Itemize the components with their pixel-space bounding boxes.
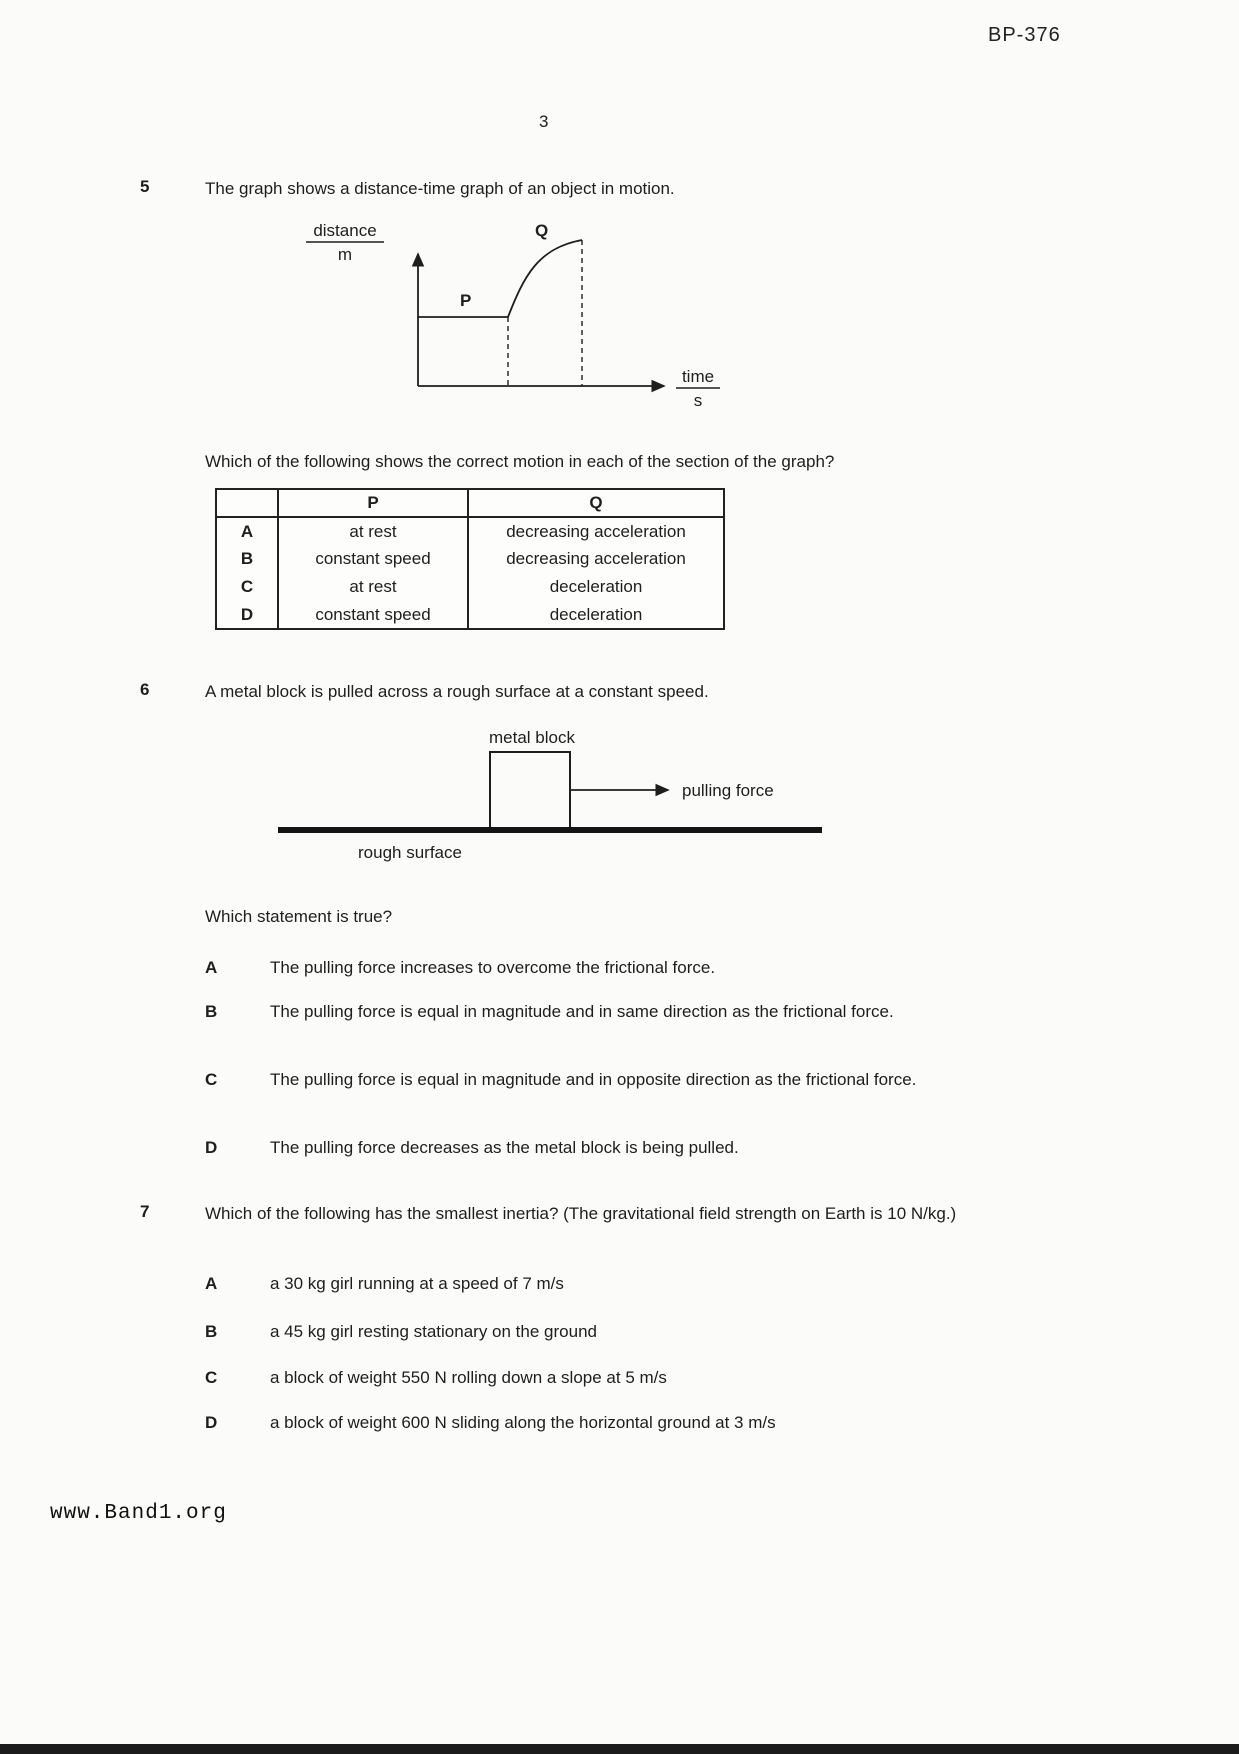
diagram-canvas: [270, 726, 840, 876]
row-letter: D: [216, 601, 278, 629]
row-q-value: decreasing acceleration: [506, 521, 686, 541]
option-text: The pulling force is equal in magnitude and in opposite direction as the frictional force.: [270, 1070, 917, 1089]
pulling-force-label: pulling force: [682, 781, 774, 800]
row-q-value: deceleration: [549, 604, 643, 624]
option-text: a block of weight 550 N rolling down a slope at 5 m/s: [270, 1368, 667, 1387]
metal-block-label: metal block: [489, 728, 575, 747]
table-row: [216, 517, 724, 545]
scan-bottom-edge: [0, 1744, 1239, 1754]
q5-intro: The graph shows a distance-time graph of an object in motion.: [205, 179, 675, 198]
x-axis-label-s: s: [693, 391, 703, 410]
q7-option-d: [205, 1411, 1005, 1435]
row-p-value: constant speed: [278, 545, 468, 573]
graph-segment-q: [508, 240, 582, 317]
distance-time-graph: [298, 214, 738, 427]
q5-answer-table-wrap: [215, 488, 725, 630]
q7-intro: Which of the following has the smallest inertia? (The gravitational field strength on Earth is 10 N/kg.): [205, 1204, 957, 1223]
option-letter: D: [205, 1413, 218, 1432]
q6-number: 6: [140, 680, 150, 699]
q7-option-a: [205, 1272, 1005, 1296]
page-number: 3: [539, 112, 549, 131]
option-text: a block of weight 600 N sliding along the horizontal ground at 3 m/s: [270, 1413, 776, 1432]
q5-answer-table: [215, 488, 725, 630]
option-text: a 30 kg girl running at a speed of 7 m/s: [270, 1274, 564, 1293]
q6-option-c: [205, 1068, 975, 1092]
option-letter: C: [205, 1070, 218, 1089]
table-row: [216, 601, 724, 629]
option-letter: C: [205, 1368, 218, 1387]
header-p: P: [278, 489, 468, 517]
y-axis-label-distance: distance: [313, 221, 377, 240]
rough-surface-label: rough surface: [358, 843, 462, 862]
q7-option-c: [205, 1366, 1005, 1390]
row-letter: C: [216, 573, 278, 601]
row-p-value: at rest: [278, 517, 468, 545]
option-letter: A: [205, 958, 218, 977]
row-letter: A: [216, 517, 278, 545]
q6-intro: A metal block is pulled across a rough surface at a constant speed.: [205, 682, 709, 701]
metal-block: [490, 752, 570, 828]
q6-option-b: [205, 1000, 975, 1024]
doc-code: BP-376: [988, 24, 1061, 46]
row-p-value: constant speed: [278, 601, 468, 629]
q7-number: 7: [140, 1202, 150, 1221]
option-text: The pulling force decreases as the metal block is being pulled.: [270, 1138, 739, 1157]
row-q-value: decreasing acceleration: [506, 549, 686, 568]
q5-question: Which of the following shows the correct motion in each of the section of the graph?: [205, 452, 835, 471]
option-text: The pulling force is equal in magnitude and in same direction as the frictional force.: [270, 1002, 894, 1021]
header-q: Q: [468, 489, 724, 517]
option-text: a 45 kg girl resting stationary on the ground: [270, 1322, 597, 1341]
table-row: [216, 545, 724, 573]
footer-url: www.Band1.org: [50, 1502, 227, 1525]
label-q: Q: [535, 221, 549, 240]
option-letter: B: [205, 1002, 218, 1021]
header-blank: [216, 489, 278, 517]
q7-option-b: [205, 1320, 1005, 1344]
option-text: The pulling force increases to overcome the frictional force.: [270, 958, 716, 977]
metal-block-diagram: [270, 726, 840, 881]
row-p-value: at rest: [278, 573, 468, 601]
q6-option-a: [205, 956, 975, 980]
y-axis-label-m: m: [337, 245, 353, 264]
label-p: P: [460, 291, 472, 310]
table-row: [216, 573, 724, 601]
row-letter: B: [216, 545, 278, 573]
q6-option-d: [205, 1136, 975, 1160]
option-letter: A: [205, 1274, 218, 1293]
option-letter: D: [205, 1138, 218, 1157]
table-header-row: [216, 489, 724, 517]
graph-canvas: [298, 214, 738, 422]
q6-question: Which statement is true?: [205, 907, 393, 926]
row-q-value: deceleration: [549, 577, 643, 596]
x-axis-label-time: time: [681, 367, 715, 386]
option-letter: B: [205, 1322, 218, 1341]
q5-number: 5: [140, 177, 150, 196]
